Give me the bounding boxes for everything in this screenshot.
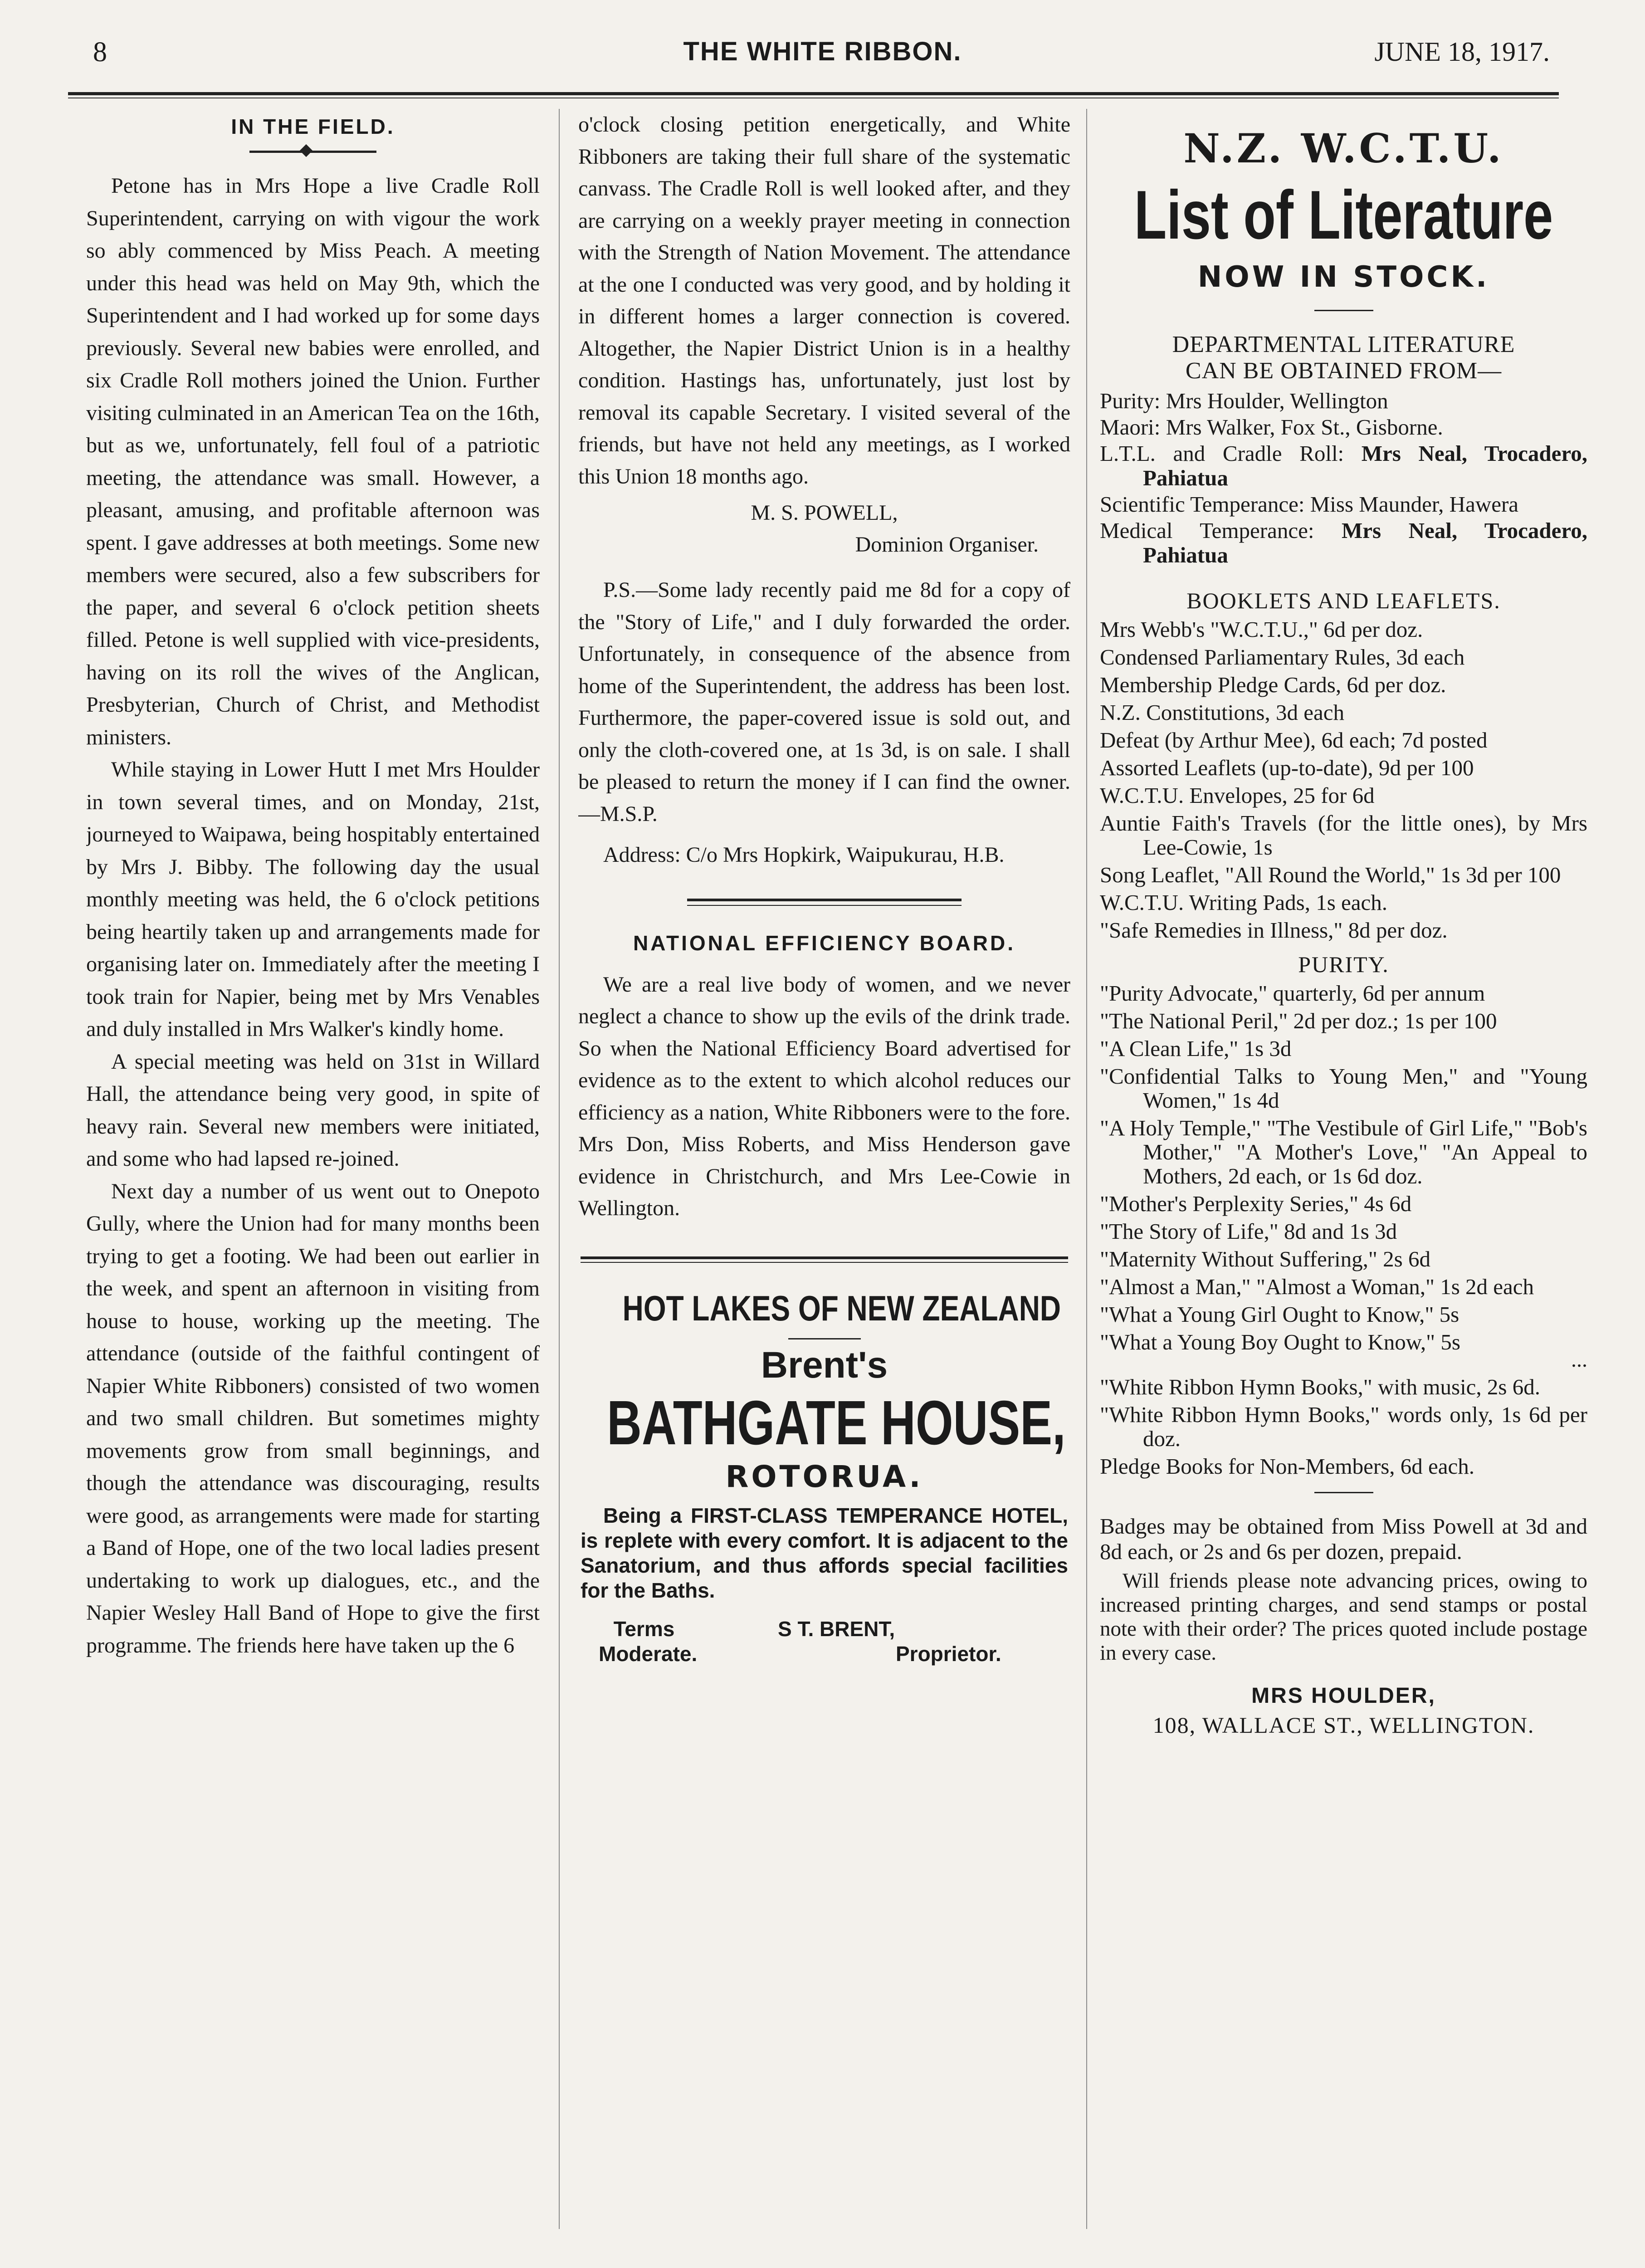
purity-heading: PURITY.	[1298, 952, 1389, 977]
dept-item-medical: Medical Temperance: Mrs Neal, Trocadero, Pahiatua	[1100, 518, 1587, 567]
literature-title: List of Literature	[1134, 176, 1553, 254]
page-number: 8	[93, 37, 107, 68]
advert-proprietor-name: S T. BRENT,	[778, 1617, 895, 1641]
list-item: "The Story of Life," 8d and 1s 3d	[1100, 1219, 1397, 1244]
hotel-advert	[578, 1256, 1070, 1676]
advert-headline: HOT LAKES OF NEW ZEALAND	[622, 1288, 1061, 1328]
column-divider-2	[1086, 109, 1087, 2229]
field-paragraph-2: While staying in Lower Hutt I met Mrs Houlder in town several times, and on Monday, 21st, journeyed to Waipawa, being hospitably entertained by Mrs J. Bibby. The following day the usual monthly meeting was held, the 6 o'clock petitions being heartily taken up and arrangements made for organising later on. Immediately after the meeting I took train for Napier, being met by Mrs Venables and duly installed in Mrs Walker's kindly home.	[86, 758, 540, 1041]
list-item: "Safe Remedies in Illness," 8d per doz.	[1100, 918, 1448, 943]
list-item: "What a Young Girl Ought to Know," 5s	[1100, 1302, 1460, 1327]
list-item: Song Leaflet, "All Round the World," 1s 3d per 100	[1100, 862, 1561, 887]
list-item: W.C.T.U. Writing Pads, 1s each.	[1100, 890, 1388, 915]
column-divider-1	[559, 109, 560, 2229]
signature-title: Dominion Organiser.	[855, 533, 1039, 557]
advert-hotel-name: BATHGATE HOUSE,	[607, 1388, 1066, 1458]
efficiency-board-body: We are a real live body of women, and we never neglect a chance to show up the evils of the drink trade. So when the National Efficiency Board advertised for evidence as to the extent to which alcohol reduces our efficiency as a nation, White Ribboners were to the fore. Mrs Don, Miss Roberts, and Miss Henderson gave evidence in Christchurch, and Mrs Lee-Cowie in Wellington.	[578, 972, 1070, 1220]
booklets-heading: BOOKLETS AND LEAFLETS.	[1186, 588, 1501, 613]
header-rule-thick	[68, 92, 1559, 95]
column-1	[86, 109, 540, 2238]
advert-brent: Brent's	[761, 1344, 888, 1386]
advert-proprietor-title: Proprietor.	[896, 1642, 1001, 1666]
ornament-divider	[86, 142, 540, 161]
list-item: Assorted Leaflets (up-to-date), 9d per 100	[1100, 755, 1474, 780]
list-item: "Mother's Perplexity Series," 4s 6d	[1100, 1191, 1412, 1216]
list-item: "The National Peril," 2d per doz.; 1s per 100	[1100, 1008, 1497, 1033]
postscript: P.S.—Some lady recently paid me 8d for a copy of the "Story of Life," and I duly forwarded the order. Unfortunately, in consequence of the absence from home of the Superintendent, the address has been lost. Furthermore, the paper-covered issue is sold out, and only the cloth-covered one, at 1s 3d, is on sale. I shall be pleased to return the money if I can find the owner.—M.S.P.	[578, 578, 1070, 826]
list-item: Condensed Parliamentary Rules, 3d each	[1100, 645, 1465, 670]
advert-text: Being a FIRST-CLASS TEMPERANCE HOTEL, is replete with every comfort. It is adjacent to the Sanatorium, and thus affords special facilities for the Baths.	[581, 1503, 1068, 1602]
badges-note: Badges may be obtained from Miss Powell at 3d and 8d each, or 2s and 6s per dozen, prepaid.	[1100, 1514, 1587, 1564]
advert-footer	[578, 1617, 1070, 1676]
list-item: "White Ribbon Hymn Books," with music, 2s 6d.	[1100, 1374, 1541, 1399]
dept-item-maori: Maori: Mrs Walker, Fox St., Gisborne.	[1100, 415, 1443, 440]
list-item: "White Ribbon Hymn Books," words only, 1s 6d per doz.	[1100, 1402, 1587, 1451]
list-item: N.Z. Constitutions, 3d each	[1100, 700, 1344, 725]
field-paragraph-1: Petone has in Mrs Hope a live Cradle Roll Superintendent, carrying on with vigour the work so ably commenced by Miss Peach. A meeting under this head was held on May 9th, which the Superintendent and I had worked up for some days previously. Several new babies were enrolled, and six Cradle Roll mothers joined the Union. Further visiting culminated in an American Tea on the 16th, but as we, unfortunately, fell foul of a patriotic meeting, the attendance was small. However, a pleasant, amusing, and profitable afternoon was spent. I gave addresses at both meetings. Some new members were secured, also a few subscribers for the paper, and several 6 o'clock petition sheets filled. Petone is well supplied with vice-presidents, having on its roll the wives of the Anglican, Presbyterian, Church of Christ, and Methodist ministers.	[86, 174, 540, 749]
field-paragraph-continued: o'clock closing petition energetically, and White Ribboners are taking their full share of the systematic canvass. The Cradle Roll is well looked after, and they are carrying on a weekly prayer meeting in connection with the Strength of Nation Movement. The attendance at the one I conducted was very good, and by holding it in different homes a larger connection is covered. Altogether, the Napier District Union is in a healthy condition. Hastings has, unfortunately, just lost by removal its capable Secretary. I visited several of the friends, but have not held any meetings, as I worked this Union 18 months ago.	[578, 112, 1070, 489]
list-item: Defeat (by Arthur Mee), 6d each; 7d posted	[1100, 728, 1488, 753]
list-item: Pledge Books for Non-Members, 6d each.	[1100, 1454, 1475, 1479]
organiser-address: Address: C/o Mrs Hopkirk, Waipukurau, H.B.	[603, 843, 1005, 867]
section-rule	[578, 899, 1070, 906]
in-the-field-title: IN THE FIELD.	[231, 115, 395, 138]
contact-address: 108, WALLACE ST., WELLINGTON.	[1152, 1712, 1535, 1738]
prices-note: Will friends please note advancing prices, owing to increased printing charges, and send stamps or postal note with their order? The prices quoted include postage in every case.	[1100, 1569, 1587, 1665]
page-header	[68, 32, 1577, 82]
literature-subtitle: NOW IN STOCK.	[1197, 260, 1490, 294]
signature-name: M. S. POWELL,	[751, 501, 898, 525]
list-item: "A Holy Temple," "The Vestibule of Girl Life," "Bob's Mother," "A Mother's Love," "An Appeal to Mothers, 2d each, or 1s 6d doz.	[1100, 1115, 1587, 1188]
advert-terms: Terms Moderate.	[599, 1617, 698, 1666]
efficiency-board-title: NATIONAL EFFICIENCY BOARD.	[633, 931, 1016, 955]
list-item: "Almost a Man," "Almost a Woman," 1s 2d each	[1100, 1274, 1534, 1299]
literature-org: N.Z. W.C.T.U.	[1183, 125, 1504, 172]
list-item: "Confidential Talks to Young Men," and "Young Women," 1s 4d	[1100, 1064, 1587, 1113]
column-2	[578, 109, 1070, 2238]
column-3	[1100, 109, 1587, 2238]
departmental-heading: DEPARTMENTAL LITERATURE CAN BE OBTAINED FROM—	[1172, 332, 1515, 384]
contact-name: MRS HOULDER,	[1251, 1684, 1436, 1708]
masthead-title: THE WHITE RIBBON.	[683, 37, 962, 66]
dept-item-scientific: Scientific Temperance: Miss Maunder, Hawera	[1100, 492, 1519, 517]
list-item: W.C.T.U. Envelopes, 25 for 6d	[1100, 783, 1375, 808]
dept-item-ltl: L.T.L. and Cradle Roll: Mrs Neal, Trocadero, Pahiatua	[1100, 441, 1587, 490]
list-item: "A Clean Life," 1s 3d	[1100, 1036, 1292, 1061]
list-item: "Maternity Without Suffering," 2s 6d	[1100, 1246, 1430, 1271]
field-paragraph-3: A special meeting was held on 31st in Willard Hall, the attendance being very good, in spite of heavy rain. Several new members were initiated, and some who had lapsed re-joined.	[86, 1049, 540, 1171]
advert-place: ROTORUA.	[725, 1459, 923, 1494]
list-item: Membership Pledge Cards, 6d per doz.	[1100, 672, 1446, 697]
list-item: Auntie Faith's Travels (for the little ones), by Mrs Lee-Cowie, 1s	[1100, 811, 1587, 860]
dots-divider: ...	[1571, 1348, 1587, 1372]
diamond-icon	[300, 144, 312, 157]
list-item: Mrs Webb's "W.C.T.U.," 6d per doz.	[1100, 617, 1423, 642]
dept-item-purity: Purity: Mrs Houlder, Wellington	[1100, 388, 1388, 413]
list-item: "Purity Advocate," quarterly, 6d per annum	[1100, 981, 1485, 1006]
list-item: "What a Young Boy Ought to Know," 5s	[1100, 1330, 1460, 1354]
field-paragraph-4: Next day a number of us went out to Onepoto Gully, where the Union had for many months been trying to get a footing. We had been out earlier in the week, and spent an afternoon in visiting from house to house, working up the meeting. The attendance (outside of the faithful contingent of Napier White Ribboners) consisted of two women and two small children. But sometimes mighty movements grow from small beginnings, and though the attendance was discouraging, results were good, as arrangements were made for starting a Band of Hope, one of the two local ladies present undertaking to work up dialogues, etc., and the Napier Wesley Hall Band of Hope to give the first programme. The friends here have taken up the 6	[86, 1179, 540, 1657]
issue-date: JUNE 18, 1917.	[1374, 37, 1550, 67]
